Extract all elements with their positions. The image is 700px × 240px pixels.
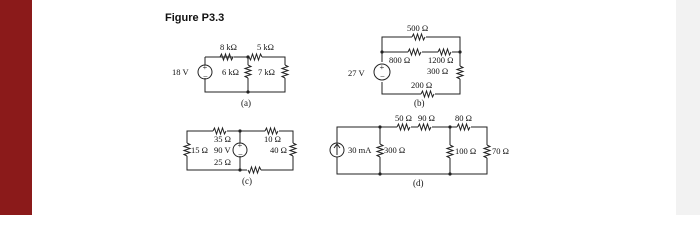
r-800-label: 800 Ω [389, 55, 411, 65]
r-90-label: 90 Ω [418, 113, 435, 123]
circuit-b [348, 23, 463, 108]
resistor-40 [290, 143, 296, 156]
resistor-8k [220, 54, 233, 60]
circuit-d [330, 113, 509, 188]
minus-sign: − [238, 149, 243, 159]
caption-b: (b) [414, 98, 425, 108]
resistor-500 [412, 34, 425, 40]
minus-sign: − [203, 71, 208, 81]
resistor-100 [447, 145, 453, 158]
circuit-c [184, 128, 296, 186]
resistor-80 [457, 124, 470, 130]
r-8k-label: 8 kΩ [220, 42, 237, 52]
figure-title: Figure P3.3 [165, 12, 225, 24]
resistor-300-b [457, 66, 463, 79]
r-100-label: 100 Ω [455, 146, 477, 156]
r-1200-label: 1200 Ω [428, 55, 454, 65]
r-50-label: 50 Ω [395, 113, 412, 123]
resistor-300-d [377, 144, 383, 157]
resistor-7k [282, 65, 288, 78]
resistor-200 [421, 91, 434, 97]
source-c-label: 90 V [214, 145, 231, 155]
plus-sign: + [379, 62, 385, 72]
r-7k-label: 7 kΩ [258, 67, 275, 77]
r-15-label: 15 Ω [191, 145, 208, 155]
r-200-label: 200 Ω [411, 80, 433, 90]
r-70-label: 70 Ω [492, 146, 509, 156]
resistor-90 [418, 124, 431, 130]
r-40-label: 40 Ω [270, 145, 287, 155]
plus-sign: + [202, 62, 208, 72]
resistor-25 [248, 167, 261, 173]
circuit-a [172, 42, 288, 108]
caption-c: (c) [242, 176, 252, 186]
arrow-up-icon [334, 144, 340, 155]
resistor-15 [184, 143, 190, 156]
resistor-5k [249, 54, 262, 60]
r-35-label: 35 Ω [214, 134, 231, 144]
caption-a: (a) [241, 98, 251, 108]
plus-sign: + [237, 140, 243, 150]
r-10-label: 10 Ω [264, 134, 281, 144]
source-b-label: 27 V [348, 68, 365, 78]
resistor-70 [484, 145, 490, 158]
resistor-6k [245, 65, 251, 78]
r-6k-label: 6 kΩ [222, 67, 239, 77]
resistor-50 [397, 124, 410, 130]
r-500-label: 500 Ω [407, 23, 429, 33]
r-5k-label: 5 kΩ [257, 42, 274, 52]
r-300-label: 300 Ω [427, 66, 449, 76]
r-25-label: 25 Ω [214, 157, 231, 167]
source-d-label: 30 mA [348, 145, 372, 155]
minus-sign: − [380, 71, 385, 81]
r-80-label: 80 Ω [455, 113, 472, 123]
source-a-label: 18 V [172, 67, 189, 77]
r-300-label: 300 Ω [384, 145, 406, 155]
caption-d: (d) [413, 178, 424, 188]
